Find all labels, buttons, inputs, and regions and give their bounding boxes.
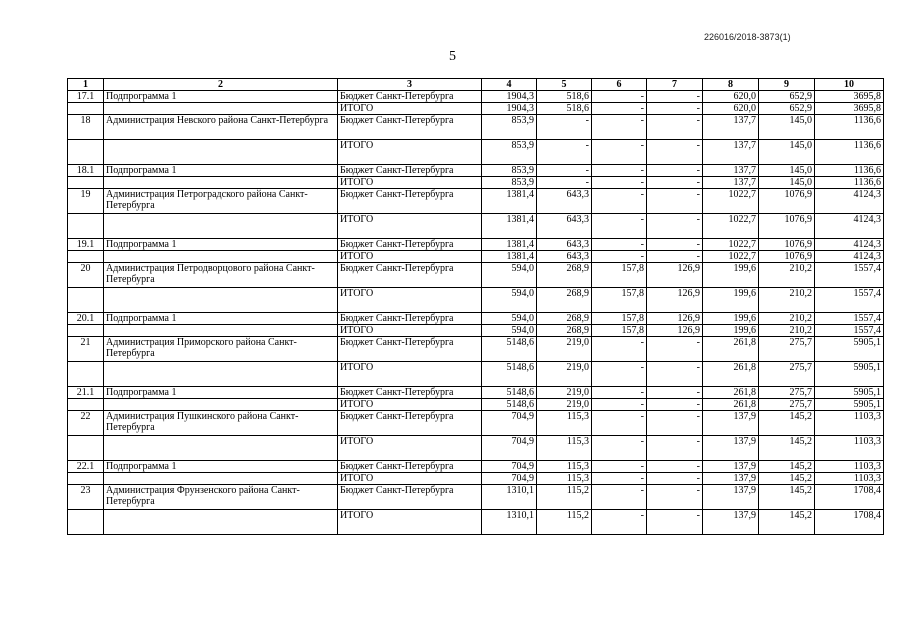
budget-table [67, 78, 884, 535]
value-cell: - [592, 461, 647, 473]
funding-source-cell: ИТОГО [338, 325, 482, 337]
column-header: 1 [68, 79, 104, 91]
value-cell: 1708,4 [815, 510, 884, 535]
row-number-cell [68, 177, 104, 189]
value-cell: 704,9 [482, 411, 537, 436]
value-cell: 145,0 [759, 165, 815, 177]
value-cell: 620,0 [703, 91, 759, 103]
value-cell: 853,9 [482, 140, 537, 165]
row-name-cell [104, 177, 338, 189]
row-number-cell [68, 251, 104, 263]
value-cell: 1557,4 [815, 263, 884, 288]
value-cell: 594,0 [482, 325, 537, 337]
value-cell: 157,8 [592, 325, 647, 337]
value-cell: - [592, 473, 647, 485]
funding-source-cell: Бюджет Санкт-Петербурга [338, 263, 482, 288]
value-cell: 199,6 [703, 263, 759, 288]
table-row [68, 362, 884, 387]
value-cell: 115,3 [537, 461, 592, 473]
table-row [68, 325, 884, 337]
value-cell: 157,8 [592, 313, 647, 325]
value-cell: 219,0 [537, 362, 592, 387]
funding-source-cell: ИТОГО [338, 103, 482, 115]
value-cell: 5148,6 [482, 399, 537, 411]
column-header: 3 [338, 79, 482, 91]
value-cell: 1381,4 [482, 189, 537, 214]
value-cell: 157,8 [592, 288, 647, 313]
row-name-cell [104, 251, 338, 263]
value-cell: - [647, 387, 703, 399]
row-number-cell: 23 [68, 485, 104, 510]
value-cell: - [647, 140, 703, 165]
value-cell: 275,7 [759, 337, 815, 362]
table-row [68, 189, 884, 214]
value-cell: - [537, 140, 592, 165]
row-number-cell: 22 [68, 411, 104, 436]
value-cell: - [592, 337, 647, 362]
value-cell: 4124,3 [815, 214, 884, 239]
value-cell: 157,8 [592, 263, 647, 288]
table-row [68, 313, 884, 325]
funding-source-cell: ИТОГО [338, 214, 482, 239]
row-name-cell [104, 362, 338, 387]
value-cell: - [592, 399, 647, 411]
row-name-cell: Администрация Невского района Санкт-Петербурга [104, 115, 338, 140]
row-number-cell [68, 362, 104, 387]
value-cell: 652,9 [759, 91, 815, 103]
value-cell: - [592, 387, 647, 399]
value-cell: 1381,4 [482, 239, 537, 251]
value-cell: 5905,1 [815, 337, 884, 362]
funding-source-cell: Бюджет Санкт-Петербурга [338, 337, 482, 362]
value-cell: 199,6 [703, 325, 759, 337]
value-cell: 199,6 [703, 313, 759, 325]
value-cell: 1103,3 [815, 461, 884, 473]
value-cell: 126,9 [647, 325, 703, 337]
value-cell: 261,8 [703, 387, 759, 399]
table-row [68, 337, 884, 362]
value-cell: 145,2 [759, 461, 815, 473]
row-name-cell [104, 288, 338, 313]
value-cell: 594,0 [482, 263, 537, 288]
value-cell: - [647, 510, 703, 535]
value-cell: 4124,3 [815, 239, 884, 251]
column-header: 2 [104, 79, 338, 91]
value-cell: 268,9 [537, 313, 592, 325]
value-cell: 137,7 [703, 140, 759, 165]
value-cell: 210,2 [759, 263, 815, 288]
value-cell: - [647, 362, 703, 387]
table-row [68, 165, 884, 177]
value-cell: 1310,1 [482, 485, 537, 510]
value-cell: 1904,3 [482, 103, 537, 115]
document-id: 226016/2018-3873(1) [704, 32, 791, 42]
value-cell: 261,8 [703, 337, 759, 362]
funding-source-cell: ИТОГО [338, 436, 482, 461]
value-cell: - [592, 436, 647, 461]
table-row [68, 214, 884, 239]
value-cell: - [592, 362, 647, 387]
table-row [68, 263, 884, 288]
value-cell: 704,9 [482, 473, 537, 485]
funding-source-cell: Бюджет Санкт-Петербурга [338, 411, 482, 436]
value-cell: - [592, 91, 647, 103]
row-number-cell [68, 510, 104, 535]
table-row [68, 288, 884, 313]
column-header: 9 [759, 79, 815, 91]
value-cell: 145,2 [759, 411, 815, 436]
value-cell: - [592, 510, 647, 535]
value-cell: 1022,7 [703, 214, 759, 239]
value-cell: 261,8 [703, 362, 759, 387]
value-cell: 1103,3 [815, 411, 884, 436]
row-number-cell [68, 140, 104, 165]
row-name-cell: Администрация Приморского района Санкт-Петербурга [104, 337, 338, 362]
value-cell: 1103,3 [815, 473, 884, 485]
value-cell: 219,0 [537, 387, 592, 399]
table-row [68, 485, 884, 510]
value-cell: 115,2 [537, 485, 592, 510]
value-cell: 1381,4 [482, 251, 537, 263]
value-cell: - [592, 177, 647, 189]
value-cell: 1557,4 [815, 313, 884, 325]
value-cell: 126,9 [647, 313, 703, 325]
value-cell: 137,9 [703, 510, 759, 535]
value-cell: 219,0 [537, 399, 592, 411]
value-cell: 115,3 [537, 411, 592, 436]
value-cell: 1136,6 [815, 115, 884, 140]
value-cell: 853,9 [482, 177, 537, 189]
table-row [68, 140, 884, 165]
funding-source-cell: ИТОГО [338, 251, 482, 263]
funding-source-cell: Бюджет Санкт-Петербурга [338, 239, 482, 251]
row-name-cell [104, 103, 338, 115]
value-cell: - [647, 103, 703, 115]
value-cell: 5148,6 [482, 362, 537, 387]
value-cell: - [647, 485, 703, 510]
row-number-cell: 19.1 [68, 239, 104, 251]
funding-source-cell: ИТОГО [338, 140, 482, 165]
funding-source-cell: ИТОГО [338, 177, 482, 189]
row-number-cell: 20 [68, 263, 104, 288]
row-name-cell: Администрация Петроградского района Санкт-Петербурга [104, 189, 338, 214]
row-name-cell: Подпрограмма 1 [104, 239, 338, 251]
value-cell: - [592, 411, 647, 436]
table-row [68, 461, 884, 473]
row-name-cell [104, 140, 338, 165]
row-name-cell [104, 325, 338, 337]
value-cell: 115,3 [537, 436, 592, 461]
value-cell: 137,9 [703, 436, 759, 461]
funding-source-cell: Бюджет Санкт-Петербурга [338, 91, 482, 103]
value-cell: 1076,9 [759, 251, 815, 263]
value-cell: - [647, 115, 703, 140]
value-cell: 620,0 [703, 103, 759, 115]
value-cell: 1022,7 [703, 239, 759, 251]
value-cell: 652,9 [759, 103, 815, 115]
row-number-cell [68, 325, 104, 337]
value-cell: - [647, 473, 703, 485]
row-number-cell: 17.1 [68, 91, 104, 103]
row-number-cell [68, 214, 104, 239]
funding-source-cell: Бюджет Санкт-Петербурга [338, 115, 482, 140]
value-cell: - [647, 214, 703, 239]
table-row [68, 510, 884, 535]
value-cell: 704,9 [482, 461, 537, 473]
value-cell: 137,9 [703, 473, 759, 485]
value-cell: 643,3 [537, 189, 592, 214]
value-cell: 275,7 [759, 387, 815, 399]
row-number-cell: 18 [68, 115, 104, 140]
value-cell: 1557,4 [815, 288, 884, 313]
value-cell: 643,3 [537, 239, 592, 251]
value-cell: 137,7 [703, 165, 759, 177]
row-number-cell [68, 103, 104, 115]
row-name-cell: Подпрограмма 1 [104, 165, 338, 177]
value-cell: - [592, 214, 647, 239]
row-number-cell [68, 288, 104, 313]
value-cell: 4124,3 [815, 251, 884, 263]
funding-source-cell: Бюджет Санкт-Петербурга [338, 461, 482, 473]
value-cell: 145,0 [759, 177, 815, 189]
value-cell: 1022,7 [703, 189, 759, 214]
value-cell: 518,6 [537, 103, 592, 115]
funding-source-cell: Бюджет Санкт-Петербурга [338, 165, 482, 177]
value-cell: 1136,6 [815, 165, 884, 177]
value-cell: 126,9 [647, 263, 703, 288]
value-cell: 137,9 [703, 411, 759, 436]
value-cell: - [537, 177, 592, 189]
row-number-cell: 20.1 [68, 313, 104, 325]
column-header: 4 [482, 79, 537, 91]
value-cell: 210,2 [759, 325, 815, 337]
value-cell: 145,2 [759, 436, 815, 461]
row-number-cell [68, 473, 104, 485]
value-cell: 137,7 [703, 115, 759, 140]
table-row [68, 399, 884, 411]
value-cell: 268,9 [537, 288, 592, 313]
value-cell: - [647, 177, 703, 189]
funding-source-cell: ИТОГО [338, 473, 482, 485]
row-name-cell: Подпрограмма 1 [104, 461, 338, 473]
row-number-cell [68, 399, 104, 411]
value-cell: - [647, 337, 703, 362]
value-cell: - [647, 165, 703, 177]
value-cell: 219,0 [537, 337, 592, 362]
value-cell: 210,2 [759, 288, 815, 313]
value-cell: 145,0 [759, 115, 815, 140]
value-cell: 137,9 [703, 485, 759, 510]
value-cell: - [647, 436, 703, 461]
value-cell: 4124,3 [815, 189, 884, 214]
table-row [68, 387, 884, 399]
value-cell: - [647, 411, 703, 436]
header-row [68, 79, 884, 91]
funding-source-cell: ИТОГО [338, 510, 482, 535]
value-cell: - [592, 165, 647, 177]
funding-source-cell: Бюджет Санкт-Петербурга [338, 387, 482, 399]
value-cell: - [592, 103, 647, 115]
value-cell: - [647, 189, 703, 214]
funding-source-cell: Бюджет Санкт-Петербурга [338, 189, 482, 214]
row-name-cell: Администрация Пушкинского района Санкт-Петербурга [104, 411, 338, 436]
value-cell: 5905,1 [815, 399, 884, 411]
row-number-cell: 19 [68, 189, 104, 214]
value-cell: 5905,1 [815, 387, 884, 399]
table-row [68, 91, 884, 103]
row-name-cell: Подпрограмма 1 [104, 387, 338, 399]
value-cell: 126,9 [647, 288, 703, 313]
funding-source-cell: Бюджет Санкт-Петербурга [338, 485, 482, 510]
table-row [68, 239, 884, 251]
value-cell: - [647, 251, 703, 263]
row-name-cell [104, 436, 338, 461]
value-cell: 1022,7 [703, 251, 759, 263]
value-cell: 1076,9 [759, 189, 815, 214]
value-cell: 1381,4 [482, 214, 537, 239]
table-row [68, 411, 884, 436]
value-cell: 268,9 [537, 263, 592, 288]
value-cell: - [537, 165, 592, 177]
table-body [68, 79, 884, 535]
row-number-cell: 21.1 [68, 387, 104, 399]
value-cell: - [592, 239, 647, 251]
value-cell: 275,7 [759, 362, 815, 387]
value-cell: 1904,3 [482, 91, 537, 103]
value-cell: 1136,6 [815, 140, 884, 165]
value-cell: 275,7 [759, 399, 815, 411]
value-cell: 145,2 [759, 473, 815, 485]
value-cell: - [592, 189, 647, 214]
row-name-cell: Подпрограмма 1 [104, 313, 338, 325]
value-cell: 3695,8 [815, 103, 884, 115]
column-header: 6 [592, 79, 647, 91]
value-cell: 5905,1 [815, 362, 884, 387]
value-cell: 5148,6 [482, 387, 537, 399]
value-cell: 853,9 [482, 165, 537, 177]
value-cell: 1076,9 [759, 214, 815, 239]
value-cell: 115,3 [537, 473, 592, 485]
table-row [68, 115, 884, 140]
row-name-cell [104, 510, 338, 535]
value-cell: 145,2 [759, 485, 815, 510]
value-cell: 1076,9 [759, 239, 815, 251]
value-cell: - [647, 239, 703, 251]
value-cell: - [647, 91, 703, 103]
table-row [68, 103, 884, 115]
funding-source-cell: ИТОГО [338, 288, 482, 313]
value-cell: 643,3 [537, 251, 592, 263]
table-row [68, 251, 884, 263]
table-row [68, 436, 884, 461]
value-cell: - [592, 485, 647, 510]
table-row [68, 473, 884, 485]
value-cell: 261,8 [703, 399, 759, 411]
column-header: 5 [537, 79, 592, 91]
value-cell: - [537, 115, 592, 140]
value-cell: - [647, 461, 703, 473]
row-name-cell [104, 473, 338, 485]
row-number-cell: 18.1 [68, 165, 104, 177]
funding-source-cell: ИТОГО [338, 399, 482, 411]
row-name-cell: Администрация Петродворцового района Санкт-Петербурга [104, 263, 338, 288]
page-number: 5 [449, 49, 456, 64]
value-cell: 137,7 [703, 177, 759, 189]
value-cell: - [647, 399, 703, 411]
table-row [68, 177, 884, 189]
row-name-cell: Подпрограмма 1 [104, 91, 338, 103]
value-cell: 115,2 [537, 510, 592, 535]
value-cell: 145,2 [759, 510, 815, 535]
row-number-cell: 22.1 [68, 461, 104, 473]
value-cell: 594,0 [482, 313, 537, 325]
value-cell: 1557,4 [815, 325, 884, 337]
value-cell: 137,9 [703, 461, 759, 473]
value-cell: - [592, 115, 647, 140]
column-header: 7 [647, 79, 703, 91]
row-name-cell [104, 214, 338, 239]
value-cell: 5148,6 [482, 337, 537, 362]
value-cell: 518,6 [537, 91, 592, 103]
value-cell: 145,0 [759, 140, 815, 165]
value-cell: 210,2 [759, 313, 815, 325]
value-cell: 3695,8 [815, 91, 884, 103]
value-cell: 704,9 [482, 436, 537, 461]
row-number-cell: 21 [68, 337, 104, 362]
value-cell: - [592, 251, 647, 263]
value-cell: 268,9 [537, 325, 592, 337]
funding-source-cell: Бюджет Санкт-Петербурга [338, 313, 482, 325]
funding-source-cell: ИТОГО [338, 362, 482, 387]
value-cell: 1708,4 [815, 485, 884, 510]
value-cell: 199,6 [703, 288, 759, 313]
value-cell: 1310,1 [482, 510, 537, 535]
column-header: 8 [703, 79, 759, 91]
row-number-cell [68, 436, 104, 461]
row-name-cell [104, 399, 338, 411]
value-cell: - [592, 140, 647, 165]
value-cell: 594,0 [482, 288, 537, 313]
column-header: 10 [815, 79, 884, 91]
value-cell: 643,3 [537, 214, 592, 239]
row-name-cell: Администрация Фрунзенского района Санкт-Петербурга [104, 485, 338, 510]
value-cell: 1103,3 [815, 436, 884, 461]
value-cell: 1136,6 [815, 177, 884, 189]
value-cell: 853,9 [482, 115, 537, 140]
